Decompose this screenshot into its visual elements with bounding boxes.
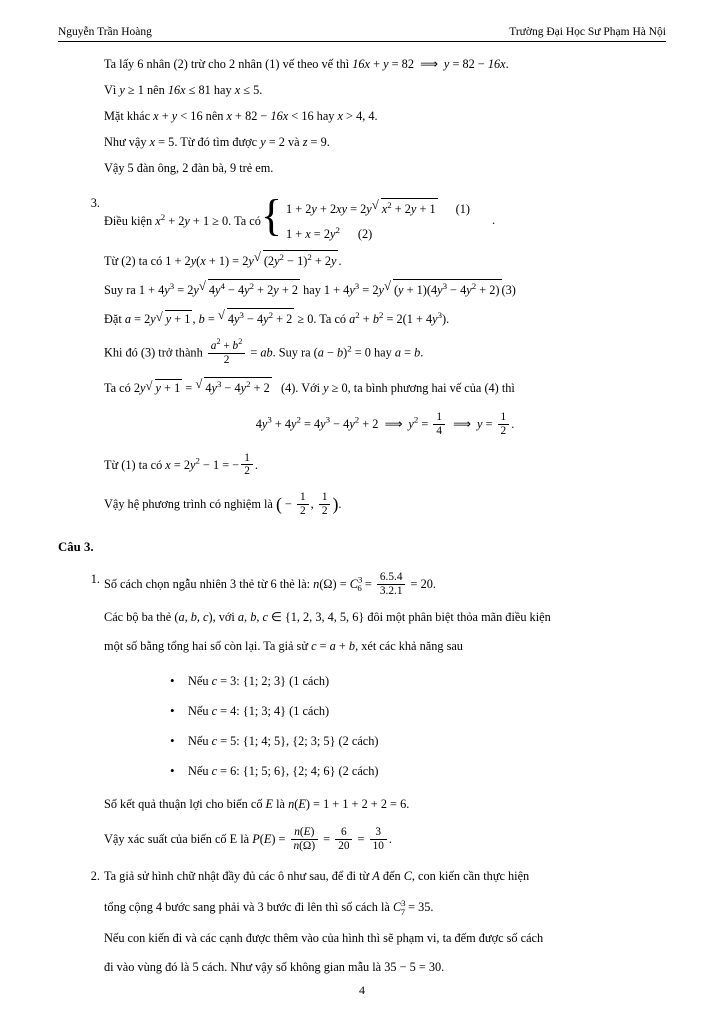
- bullet-dot-icon: •: [170, 733, 175, 749]
- equation-system: [260, 190, 470, 246]
- item3-line-3: Đặt a = 2y √ y + 1 , b = √ $4y^3 - 4y^2 + 2 \ge 0$. Ta có $a^2 + b^2 = 2(1 + 4y^3)$.: [104, 308, 666, 328]
- cau3-1-tail-1: Số kết quả thuận lợi cho biến cố E là n(E) = 1 + 1 + 2 + 2 = 6.: [104, 797, 410, 812]
- cau3-1-line-1: Số cách chọn ngẫu nhiên 3 thẻ từ 6 thẻ là: $n(\Omega) = C^3_6$ = $\frac{6.5.4}{3.2.1}$ = 20.: [104, 570, 436, 597]
- list-marker-3: 3.: [90, 195, 100, 210]
- cau3-1-tail-2: Vậy xác suất của biến cố E là P(E) = $\frac{n(E)}{n(\Omega)}$ = $\frac{6}{20}$ = $\frac{3}{10}$ .: [104, 825, 392, 852]
- cau3-1-line-2: Các bộ ba thẻ (a, b, c), với a, b, c ∈ {1, 2, 3, 4, 5, 6} đôi một phân biệt thỏa mãn điều kiện: [104, 610, 551, 625]
- bullet-text: Nếu c = 6: {1; 5; 6}, {2; 4; 6} (2 cách): [188, 764, 379, 779]
- item3-line-4: Khi đó (3) trở thành $\frac{a^2 + b^2}{2}$ = ab. Suy ra $(a - b)^2 = 0$ hay a = b.: [104, 337, 424, 366]
- intro-line-1: Ta lấy 6 nhân (2) trừ cho 2 nhân (1) vế theo vế thì 16x + y = 82 ⟹ y = 82 − 16x.: [104, 57, 509, 71]
- system-eq-1: 1 + 2y + 2xy = 2y √ $x^2 + 2y + 1$ (1): [286, 198, 470, 218]
- system-brace: {: [260, 190, 282, 240]
- cau3-2-line-4: đi vào vùng đó là 5 cách. Như vậy số không gian mẫu là 35 − 5 = 30.: [104, 960, 445, 974]
- list-marker-cau3-1: 1.: [90, 571, 100, 586]
- cau3-2-line-1: Ta giả sử hình chữ nhật đầy đủ các ô như sau, để đi từ A đến C, con kiến cần thực hiện: [104, 869, 530, 884]
- item3-lead: Điều kiện $x^2 + 2y + 1 \ge 0$. Ta có: [104, 211, 261, 228]
- bullet-dot-icon: •: [170, 673, 175, 689]
- header-author: Nguyễn Trần Hoàng: [58, 26, 152, 38]
- cau3-1-bullets: [84, 673, 666, 780]
- list-item-bullet: [168, 673, 666, 690]
- bullet-text: Nếu c = 3: {1; 2; 3} (1 cách): [188, 674, 330, 689]
- system-eq-2: $1 + x = 2y^2$ (2): [286, 224, 373, 241]
- item3-line-5: Ta có 2y √ y + 1 = √ $4y^3 - 4y^2 + 2$ (4). Với y ≥ 0, ta bình phương hai vế của (4) thì: [104, 377, 666, 397]
- item3-trailing-dot: .: [491, 212, 496, 227]
- intro-line-2: Vì y ≥ 1 nên 16x ≤ 81 hay x ≤ 5.: [104, 82, 263, 97]
- intro-line-4: Như vậy x = 5. Từ đó tìm được y = 2 và z = 9.: [104, 134, 330, 149]
- item3-line-2: Suy ra $1 + 4y^3 = 2y$ √ $4y^4 - 4y^2 + 2y + 2$ hay $1 + 4y^3 = 2y$ √ $(y + 1)(4y^3 - 4y^2 + 2)$ (3): [104, 279, 666, 299]
- cau3-1-line-3: một số bằng tổng hai số còn lại. Ta giả sử c = a + b, xét các khả năng sau: [104, 639, 463, 654]
- intro-line-3: Mặt khác x + y < 16 nên x + 82 − 16x < 16 hay x > 4, 4.: [104, 108, 378, 123]
- list-item-bullet: [168, 703, 666, 720]
- item3-line-1: Từ (2) ta có 1 + 2y(x + 1) = 2y √ $(2y^2 - 1)^2 + 2y$ .: [104, 250, 666, 270]
- bullet-dot-icon: •: [170, 763, 175, 779]
- cau3-2-line-3: Nếu con kiến đi và các cạnh được thêm vào của hình thì sẽ phạm vi, ta đếm được số cách: [104, 931, 544, 946]
- item3-display-equation: $4y^3 + 4y^2 = 4y^3 - 4y^2 + 2$ ⟹ $y^2$ = $\frac{1}{4}$ ⟹ y = $\frac{1}{2}$ .: [255, 411, 515, 437]
- item3-tail-line-2: Vậy hệ phương trình có nghiệm là ( − $\frac{1}{2}$ , $\frac{1}{2}$ ).: [104, 490, 342, 517]
- list-item-3: [78, 190, 666, 517]
- document-body: [58, 56, 666, 976]
- item3-lead-row: [104, 190, 666, 246]
- list-item-cau3-1: [78, 571, 666, 852]
- header-institution: Trường Đại Học Sư Phạm Hà Nội: [509, 26, 666, 38]
- list-item-bullet: [168, 763, 666, 780]
- list-marker-cau3-2: 2.: [90, 869, 100, 884]
- intro-line-5: Vậy 5 đàn ông, 2 đàn bà, 9 trẻ em.: [104, 160, 274, 175]
- cau3-2-line-2: tổng cộng 4 bước sang phải và 3 bước đi lên thì số cách là $C^3_7 = 35$.: [104, 898, 434, 917]
- bullet-text: Nếu c = 5: {1; 4; 5}, {2; 3; 5} (2 cách): [188, 734, 379, 749]
- list-item-cau3-2: [78, 868, 666, 976]
- item3-tail-line-1: Từ (1) ta có $x = 2y^2 - 1$ = − $\frac{1}{2}$ .: [104, 451, 258, 478]
- list-item-bullet: [168, 733, 666, 750]
- bullet-text: Nếu c = 4: {1; 3; 4} (1 cách): [188, 704, 330, 719]
- bullet-dot-icon: •: [170, 703, 175, 719]
- page-number: 4: [359, 983, 365, 997]
- section-title-cau3: Câu 3.: [58, 540, 94, 555]
- page-header: [58, 26, 666, 42]
- intro-block: [104, 56, 666, 177]
